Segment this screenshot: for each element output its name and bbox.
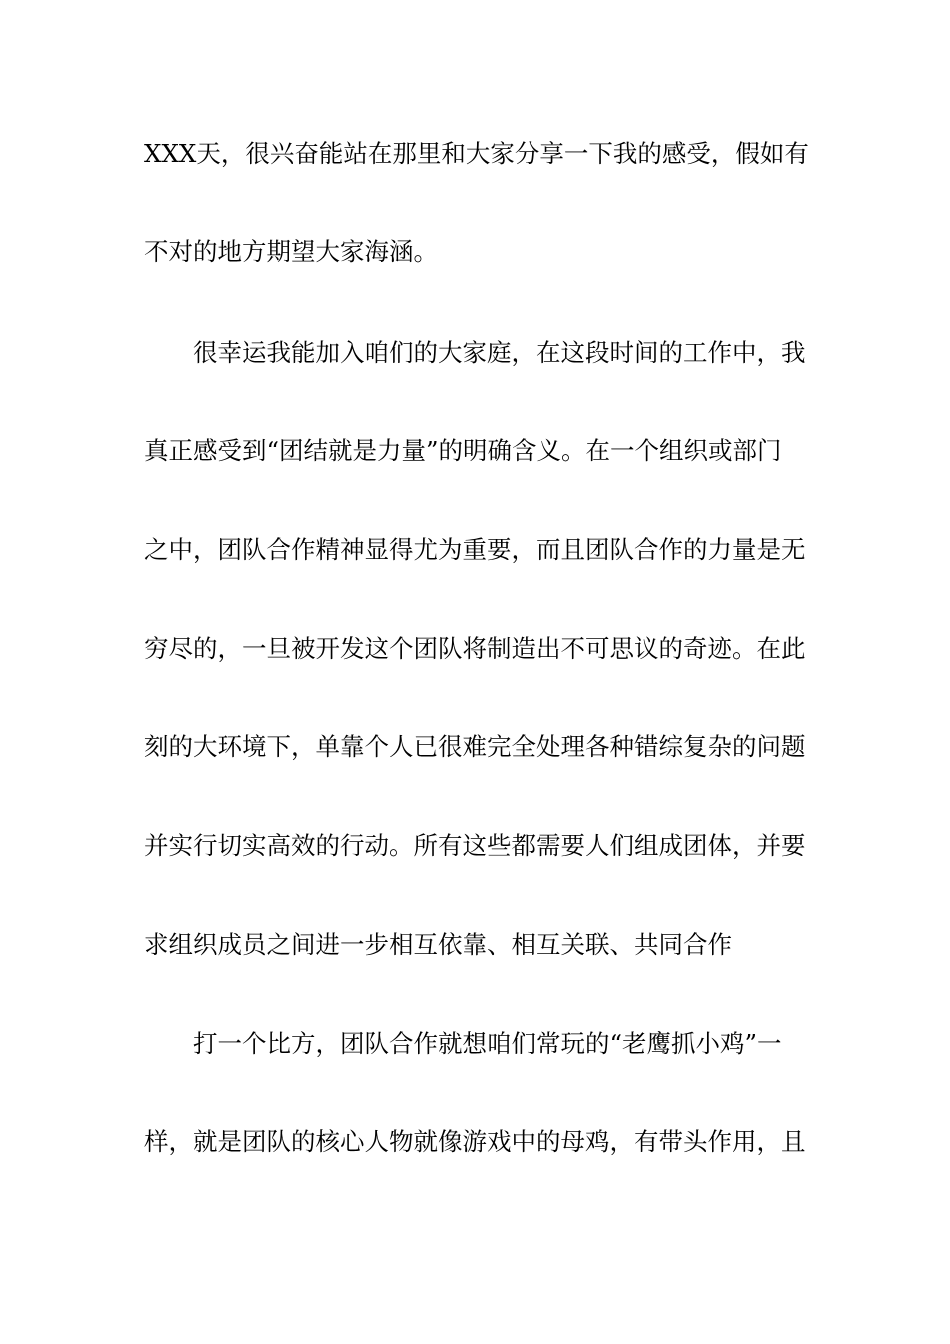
text-line: 刻的大环境下，单靠个人已很难完全处理各种错综复杂的问题 (144, 732, 806, 761)
text-line: 之中，团队合作精神显得尤为重要，而且团队合作的力量是无 (144, 535, 806, 564)
paragraph-start-line: 打一个比方，团队合作就想咱们常玩的“老鹰抓小鸡”一 (193, 1029, 782, 1058)
paragraph-start-line: 很幸运我能加入咱们的大家庭，在这段时间的工作中，我 (193, 338, 806, 367)
text-line: XXX天，很兴奋能站在那里和大家分享一下我的感受，假如有 (144, 139, 809, 168)
text-line: 不对的地方期望大家海涵。 (144, 237, 438, 266)
text-line: 穷尽的，一旦被开发这个团队将制造出不可思议的奇迹。在此 (144, 634, 806, 663)
text-line: 并实行切实高效的行动。所有这些都需要人们组成团体，并要 (144, 831, 806, 860)
text-line: 求组织成员之间进一步相互依靠、相互关联、共同合作 (144, 930, 732, 959)
text-line: 样，就是团队的核心人物就像游戏中的母鸡，有带头作用，且 (144, 1127, 806, 1156)
text-line: 真正感受到“团结就是力量”的明确含义。在一个组织或部门 (144, 436, 782, 465)
